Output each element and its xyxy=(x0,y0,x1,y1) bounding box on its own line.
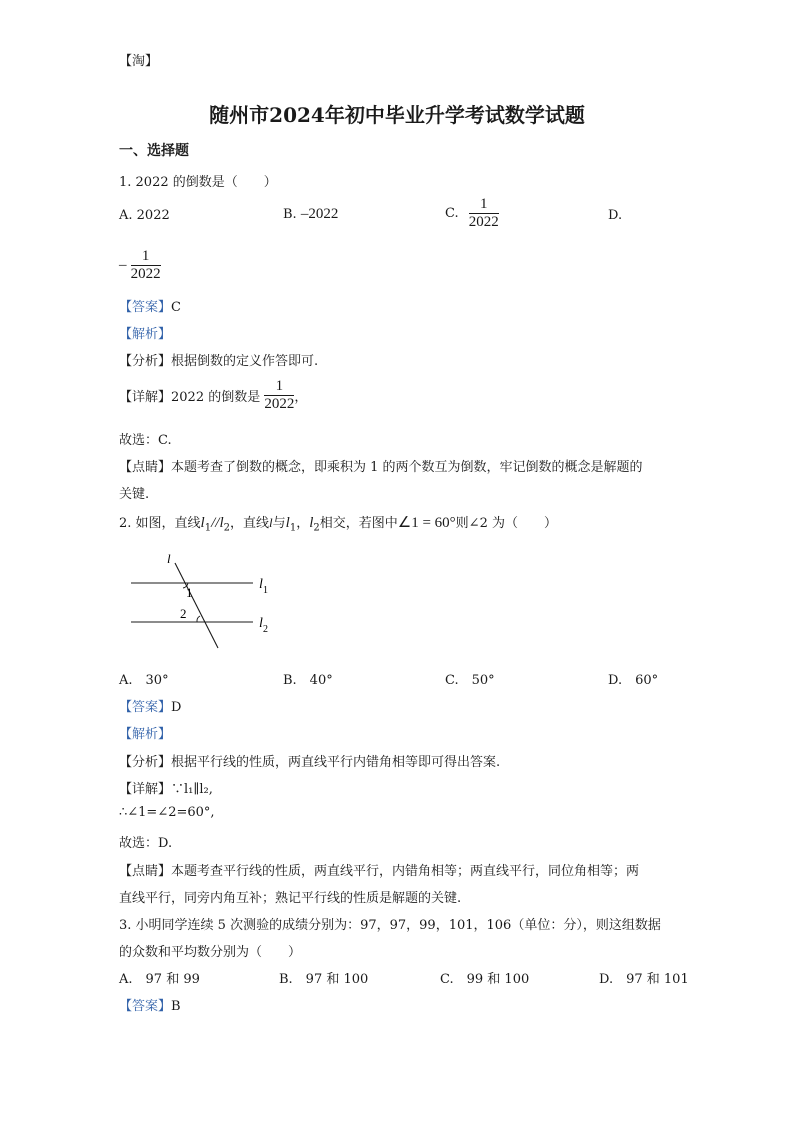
q2-answer-tag: 【答案】 xyxy=(119,700,172,715)
q2-l1-b-sub: 1 xyxy=(289,522,297,534)
q1-xiangjie-end: ， xyxy=(294,390,308,405)
q2-l1-sub: 1 xyxy=(204,522,212,534)
q2-xiangjie xyxy=(119,778,213,797)
q1-option-d-denominator: 2022 xyxy=(130,266,161,282)
q2-dianjing-tag: 【点睛】 xyxy=(119,864,172,879)
q2-guxuan: 故选：D. xyxy=(119,836,173,851)
q2-stem-part-a: 2. 如图，直线 xyxy=(119,516,201,531)
header-tag: 【淘】 xyxy=(119,54,159,69)
q1-xiangjie-denominator: 2022 xyxy=(264,396,295,412)
q2-xiangjie-tag: 【详解】 xyxy=(119,782,172,797)
q1-option-c-numerator: 1 xyxy=(480,196,488,212)
q2-answer-value: D xyxy=(171,700,182,715)
q2-dianjing-line2: 直线平行，同旁内角互补；熟记平行线的性质是解题的关键. xyxy=(119,891,462,906)
q1-answer-value: C xyxy=(171,300,181,315)
q1-answer xyxy=(119,296,181,315)
q2-stem-part-e: 相交，若图中 xyxy=(319,516,398,531)
q2-dianjing-line1 xyxy=(119,860,639,879)
q2-l: l xyxy=(269,515,273,530)
q1-dianjing-tag: 【点睛】 xyxy=(119,460,172,475)
q2-dianjing-text: 本题考查平行线的性质，两直线平行，内错角相等；两直线平行，同位角相等；两 xyxy=(171,864,640,879)
q1-guxuan: 故选：C. xyxy=(119,433,172,448)
q2-stem xyxy=(119,512,557,534)
q2-l2: l xyxy=(219,515,224,531)
q1-option-d-fraction xyxy=(131,248,161,283)
q2-option-b: B. 40° xyxy=(283,673,333,688)
q3-answer-tag: 【答案】 xyxy=(119,999,172,1014)
q1-dianjing-line2: 关键. xyxy=(119,487,150,502)
q2-option-d: D. 60° xyxy=(608,673,659,688)
q2-l1-b: l xyxy=(285,515,290,531)
q1-option-b-label: B. xyxy=(283,207,297,222)
q2-analysis-tag: 【解析】 xyxy=(119,727,172,742)
q1-dianjing-text: 本题考查了倒数的概念，即乘积为 1 的两个数互为倒数，牢记倒数的概念是解题的 xyxy=(171,460,643,475)
q2-parallel: // xyxy=(211,515,220,531)
q1-xiangjie-numerator: 1 xyxy=(275,378,284,394)
q3-option-c: C. 99 和 100 xyxy=(440,972,530,987)
q1-option-b-value: –2022 xyxy=(300,206,339,222)
q1-option-c-label: C. xyxy=(445,206,459,221)
q2-figure xyxy=(120,550,280,655)
q1-option-b xyxy=(283,206,338,223)
q3-stem-line1: 3. 小明同学连续 5 次测验的成绩分别为：97，97，99，101，106（单位：分），则这组数据 xyxy=(119,918,661,933)
q1-option-d-label: D. xyxy=(608,208,623,223)
q2-stem-part-f: 则∠2 为（ ） xyxy=(455,516,557,531)
q1-dianjing-line1 xyxy=(119,456,643,475)
q3-answer-value: B xyxy=(171,999,181,1014)
q2-fenxi-text: 根据平行线的性质，两直线平行内错角相等即可得出答案. xyxy=(171,755,501,770)
q1-option-c-denominator: 2022 xyxy=(468,214,499,230)
q1-fenxi xyxy=(119,350,318,369)
fig-label-2: 2 xyxy=(180,606,187,621)
q1-xiangjie-fraction xyxy=(264,378,294,413)
q1-analysis-tag: 【解析】 xyxy=(119,327,172,342)
fig-label-l1: l xyxy=(259,577,263,592)
q1-xiangjie xyxy=(119,378,307,413)
q1-option-c xyxy=(445,196,499,231)
q1-stem: 1. 2022 的倒数是（ ） xyxy=(119,175,277,190)
q2-l2-b-sub: 2 xyxy=(313,522,320,534)
section-heading: 一、选择题 xyxy=(119,143,189,159)
q1-option-a: A. 2022 xyxy=(119,208,170,223)
q2-fenxi xyxy=(119,751,500,770)
q1-option-d-numerator: 1 xyxy=(141,248,150,264)
q2-xiangjie-text: ∵l₁∥l₂, xyxy=(171,782,213,797)
fig-label-l2: l xyxy=(259,616,263,631)
q3-answer xyxy=(119,995,181,1014)
q2-stem-part-c: 与 xyxy=(272,516,286,531)
fig-label-1: 1 xyxy=(186,585,193,600)
q2-therefore: ∴∠1=∠2=60°, xyxy=(119,805,215,820)
q3-option-b: B. 97 和 100 xyxy=(279,972,369,987)
fig-label-l: l xyxy=(167,551,171,566)
fig-label-l1-sub: 1 xyxy=(263,585,268,596)
q2-l2-b: l xyxy=(309,515,314,531)
q3-option-a: A. 97 和 99 xyxy=(119,972,200,987)
q1-xiangjie-text: 2022 的倒数是 xyxy=(171,390,261,405)
q1-answer-tag: 【答案】 xyxy=(119,300,172,315)
q2-option-c: C. 50° xyxy=(445,673,495,688)
q2-answer xyxy=(119,696,181,715)
q2-stem-part-d: ， xyxy=(296,516,310,531)
page-title: 随州市2024年初中毕业升学考试数学试题 xyxy=(209,103,585,127)
q1-fenxi-text: 根据倒数的定义作答即可. xyxy=(171,354,319,369)
angle-2-arc xyxy=(197,616,200,622)
q2-stem-part-b: ，直线 xyxy=(229,516,269,531)
q2-fenxi-tag: 【分析】 xyxy=(119,755,172,770)
fig-label-l2-sub: 2 xyxy=(263,624,268,635)
q1-option-d-sign: – xyxy=(119,257,127,273)
q1-fenxi-tag: 【分析】 xyxy=(119,354,172,369)
q1-option-c-fraction xyxy=(469,196,499,231)
q1-xiangjie-tag: 【详解】 xyxy=(119,390,172,405)
q2-l1: l xyxy=(200,515,205,531)
q2-option-a: A. 30° xyxy=(119,673,169,688)
q2-angle-expr: ∠1 = 60° xyxy=(397,515,456,531)
q2-l2-sub: 2 xyxy=(223,522,230,534)
q3-stem-line2: 的众数和平均数分别为（ ） xyxy=(119,945,302,960)
q3-option-d: D. 97 和 101 xyxy=(599,972,689,987)
q1-option-d-value xyxy=(119,248,161,283)
